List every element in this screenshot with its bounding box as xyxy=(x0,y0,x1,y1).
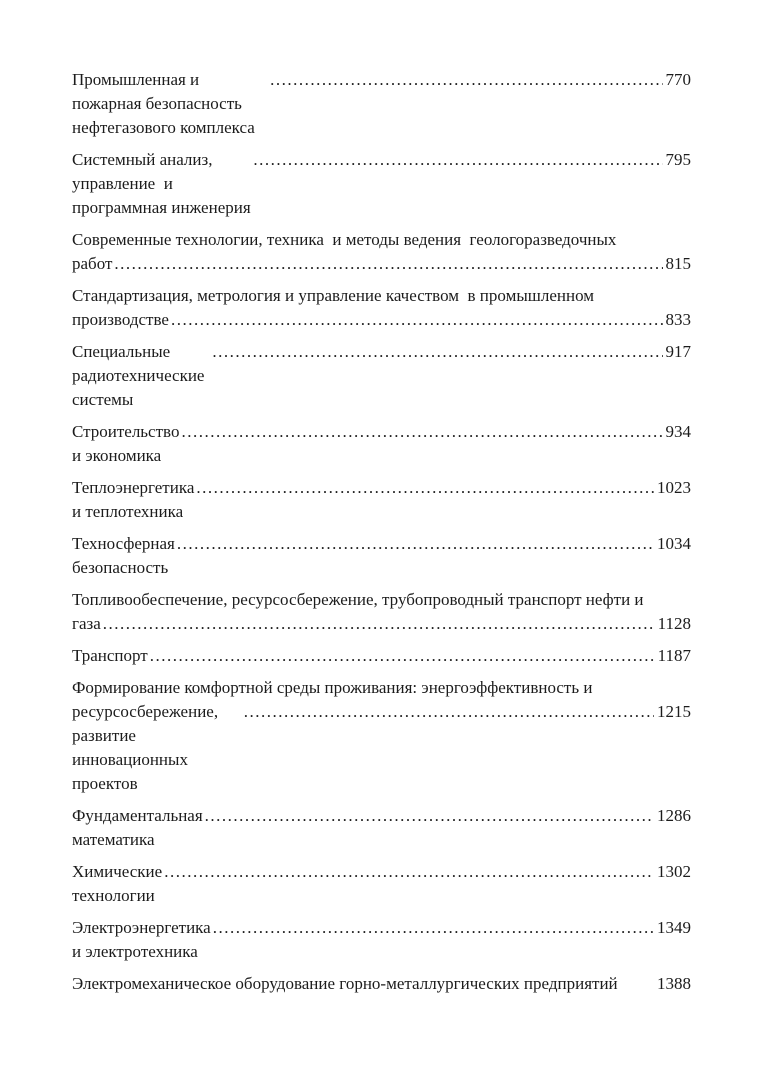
toc-entry-line xyxy=(72,860,691,908)
toc-page-number: 815 xyxy=(665,254,691,273)
toc-entry-title: Электромеханическое оборудование горно-металлургических предприятий xyxy=(72,974,618,993)
toc-entry-line xyxy=(72,252,691,276)
toc-entry-line xyxy=(72,804,691,852)
toc-entry-line xyxy=(72,148,691,220)
toc-entry-line xyxy=(72,420,691,468)
toc-page-number: 917 xyxy=(665,342,691,361)
toc-entry-title: Строительство и экономика xyxy=(72,422,184,465)
toc-entry-title: ресурсосбережение, развитие инновационных проектов xyxy=(72,702,223,793)
toc-entry xyxy=(72,420,691,468)
toc-entry-title: Техносферная безопасность xyxy=(72,534,180,577)
dot-leader-icon xyxy=(194,476,654,500)
dot-leader-icon xyxy=(175,532,654,556)
toc-entry-title: Современные технологии, техника и методы ведения геологоразведочных xyxy=(72,230,617,249)
toc-entry-line xyxy=(72,228,691,252)
dot-leader-icon xyxy=(268,68,662,92)
toc-entry-title: производстве xyxy=(72,310,169,329)
toc-entry xyxy=(72,284,691,332)
dot-leader-icon xyxy=(211,916,654,940)
dot-leader-icon xyxy=(210,340,662,364)
toc-page-number: 1215 xyxy=(657,702,691,721)
dot-leader-icon xyxy=(148,644,655,668)
toc-entry xyxy=(72,228,691,276)
toc-page-number: 1023 xyxy=(657,478,691,497)
toc-entry-line xyxy=(72,476,691,524)
toc-entry-line xyxy=(72,284,691,308)
toc-entry-line xyxy=(72,308,691,332)
toc-entry-line xyxy=(72,676,691,700)
toc-entry xyxy=(72,676,691,796)
dot-leader-icon xyxy=(203,804,654,828)
toc-entry-line xyxy=(72,68,691,140)
toc-entry-line xyxy=(72,532,691,580)
toc-entry-title: Стандартизация, метрология и управление качеством в промышленном xyxy=(72,286,595,305)
toc-page-number: 833 xyxy=(665,310,691,329)
toc-page-number: 1388 xyxy=(657,974,691,993)
toc-entry xyxy=(72,644,691,668)
toc-entry-line xyxy=(72,612,691,636)
toc-page-number: 795 xyxy=(665,150,691,169)
toc-entry-title: Фундаментальная математика xyxy=(72,806,207,849)
toc-entry-title: Промышленная и пожарная безопасность нефтегазового комплекса xyxy=(72,70,255,137)
toc-page-number: 770 xyxy=(665,70,691,89)
toc-page-number: 1187 xyxy=(657,646,691,665)
dot-leader-icon xyxy=(101,612,655,636)
toc-entry xyxy=(72,340,691,412)
toc-entry xyxy=(72,972,691,996)
toc-entry-line xyxy=(72,340,691,412)
toc-entry xyxy=(72,532,691,580)
toc-entry-title: Электроэнергетика и электротехника xyxy=(72,918,215,961)
toc-page-number: 1286 xyxy=(657,806,691,825)
toc-page-number: 1034 xyxy=(657,534,691,553)
toc-entry-title: Системный анализ, управление и программная инженерия xyxy=(72,150,251,217)
toc-entry xyxy=(72,804,691,852)
dot-leader-icon xyxy=(162,860,654,884)
toc-entry-line xyxy=(72,972,691,996)
toc-entry-title: Специальные радиотехнические системы xyxy=(72,342,209,409)
toc-entry xyxy=(72,860,691,908)
toc-entry-title: Транспорт xyxy=(72,646,148,665)
toc-entry-title: газа xyxy=(72,614,101,633)
toc-entry xyxy=(72,148,691,220)
toc-page-number: 934 xyxy=(665,422,691,441)
table-of-contents xyxy=(72,68,691,996)
toc-entry-line xyxy=(72,700,691,796)
toc-entry xyxy=(72,476,691,524)
toc-entry-line xyxy=(72,644,691,668)
dot-leader-icon xyxy=(169,308,663,332)
toc-entry-line xyxy=(72,916,691,964)
toc-entry xyxy=(72,916,691,964)
toc-entry-line xyxy=(72,588,691,612)
toc-entry-title: Формирование комфортной среды проживания: энергоэффективность и xyxy=(72,678,593,697)
toc-entry-title: работ xyxy=(72,254,113,273)
dot-leader-icon xyxy=(242,700,654,724)
dot-leader-icon xyxy=(179,420,662,444)
toc-entry xyxy=(72,68,691,140)
dot-leader-icon xyxy=(112,252,662,276)
toc-page-number: 1302 xyxy=(657,862,691,881)
toc-entry xyxy=(72,588,691,636)
dot-leader-icon xyxy=(251,148,662,172)
toc-entry-title: Топливообеспечение, ресурсосбережение, трубопроводный транспорт нефти и xyxy=(72,590,644,609)
toc-entry-title: Теплоэнергетика и теплотехника xyxy=(72,478,199,521)
toc-entry-title: Химические технологии xyxy=(72,862,167,905)
toc-page-number: 1128 xyxy=(657,614,691,633)
toc-page-number: 1349 xyxy=(657,918,691,937)
